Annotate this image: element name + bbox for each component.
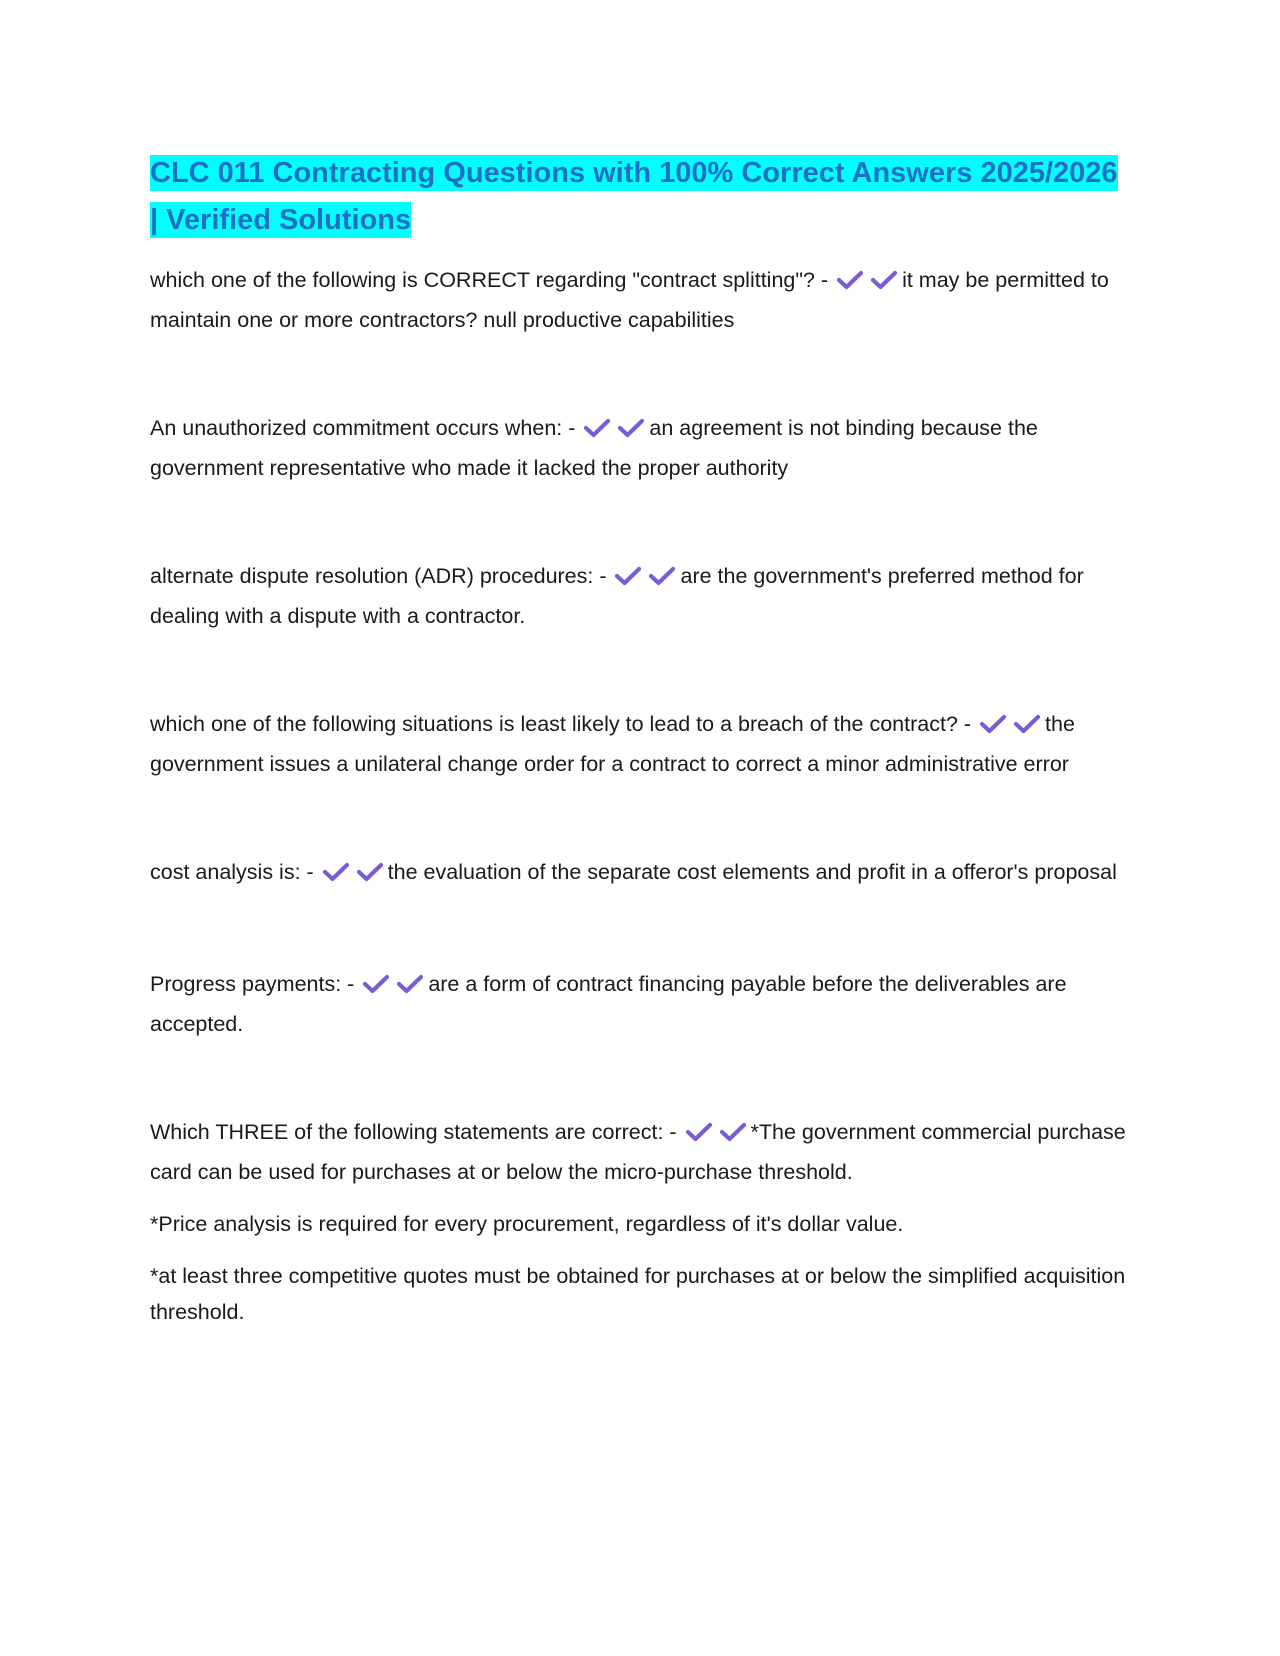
question-text: which one of the following is CORRECT regarding "contract splitting"? - xyxy=(150,268,829,292)
answer-text: it may be permitted to maintain one or more contractors? null productive capabilities xyxy=(150,268,1109,332)
question-text: Progress payments: - xyxy=(150,972,355,996)
question-text: Which THREE of the following statements are correct: - xyxy=(150,1120,677,1144)
check-marks xyxy=(685,1118,749,1154)
question-text: which one of the following situations is least likely to lead to a breach of the contract? - xyxy=(150,712,972,736)
answer-text: the evaluation of the separate cost elements and profit in a offeror's proposal xyxy=(387,860,1117,884)
qa-item-7-extra-1 xyxy=(150,1206,1130,1242)
answer-text: an agreement is not binding because the government representative who made it lacked the proper authority xyxy=(150,416,1038,480)
check-mark-icon xyxy=(685,1121,713,1143)
check-marks xyxy=(322,858,386,894)
check-mark-icon xyxy=(1013,713,1041,735)
check-marks xyxy=(614,562,678,598)
check-mark-icon xyxy=(836,269,864,291)
document-page xyxy=(150,150,1130,1330)
question-text: cost analysis is: - xyxy=(150,860,314,884)
check-mark-icon xyxy=(719,1121,747,1143)
qa-item-6 xyxy=(150,966,1130,1042)
check-marks xyxy=(836,266,900,302)
check-mark-icon xyxy=(396,973,424,995)
qa-item-2 xyxy=(150,410,1130,486)
answer-text: *The government commercial purchase card can be used for purchases at or below the micro-purchase threshold. xyxy=(150,1120,1126,1184)
check-marks xyxy=(362,970,426,1006)
check-mark-icon xyxy=(648,565,676,587)
qa-item-1 xyxy=(150,262,1130,338)
answer-text: are a form of contract financing payable before the deliverables are accepted. xyxy=(150,972,1067,1036)
check-marks xyxy=(979,710,1043,746)
answer-line: *at least three competitive quotes must be obtained for purchases at or below the simplified acquisition threshold. xyxy=(150,1264,1126,1324)
check-mark-icon xyxy=(870,269,898,291)
check-mark-icon xyxy=(617,417,645,439)
qa-item-3 xyxy=(150,558,1130,634)
qa-item-4 xyxy=(150,706,1130,782)
check-mark-icon xyxy=(583,417,611,439)
answer-text: the government issues a unilateral change order for a contract to correct a minor administrative error xyxy=(150,712,1075,776)
check-mark-icon xyxy=(979,713,1007,735)
qa-item-5 xyxy=(150,854,1130,894)
answer-line: *Price analysis is required for every procurement, regardless of it's dollar value. xyxy=(150,1212,904,1236)
qa-item-7-extra-2 xyxy=(150,1258,1130,1330)
answer-text: are the government's preferred method for dealing with a dispute with a contractor. xyxy=(150,564,1084,628)
check-mark-icon xyxy=(614,565,642,587)
check-marks xyxy=(583,414,647,450)
check-mark-icon xyxy=(322,861,350,883)
question-text: alternate dispute resolution (ADR) procedures: - xyxy=(150,564,607,588)
question-text: An unauthorized commitment occurs when: - xyxy=(150,416,576,440)
document-title xyxy=(150,150,1130,244)
qa-item-7 xyxy=(150,1114,1130,1190)
check-mark-icon xyxy=(356,861,384,883)
title-highlight: CLC 011 Contracting Questions with 100% Correct Answers 2025/2026 | Verified Solutions xyxy=(150,157,1118,236)
check-mark-icon xyxy=(362,973,390,995)
